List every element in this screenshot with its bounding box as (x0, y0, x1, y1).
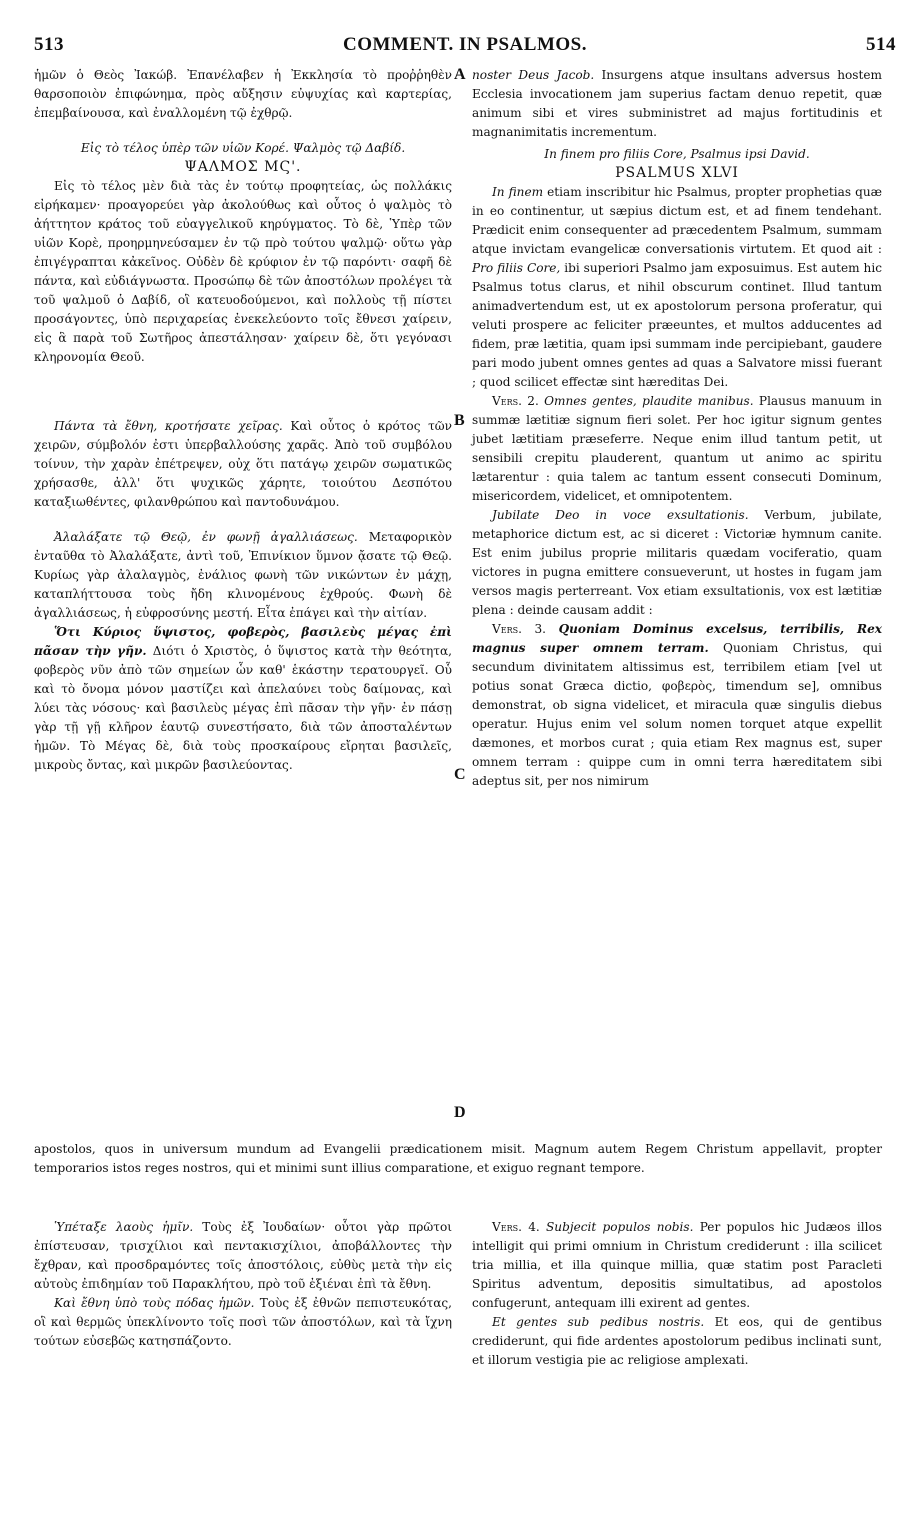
greek-paragraph: Πάντα τὰ ἔθνη, κροτήσατε χεῖρας. Καὶ οὗτος ὁ κρότος τῶν χειρῶν, σύμβολόν ἐστι ὑπερβαλλούσης χαρᾶς. Ἀπὸ τοῦ συμβόλου τοίνυν, τὴν χαρὰν ἐπέτρεψεν, οὐχ ὅτι πατάγῳ χειρῶν σωματικῶς χρήσασθε, ἀλλ' ὅτι ψυχικῶς χάρητε, τοιούτου Δεσπότου καταξιωθέντες, φιλανθρώπου καὶ παντοδυνάμου. (34, 419, 452, 509)
greek-psalm-inscription: Εἰς τὸ τέλος ὑπὲρ τῶν υἱῶν Κορέ. Ψαλμὸς τῷ Δαβίδ. (80, 141, 406, 155)
greek-paragraph: Εἰς τὸ τέλος μὲν διὰ τὰς ἐν τούτῳ προφητείας, ὡς πολλάκις εἰρήκαμεν· προαγορεύει γὰρ ἀκολούθως καὶ οὗτος ὁ ψαλμὸς τὸ ἀήττητον κράτος τοῦ εὐαγγελικοῦ κηρύγματος. Τὸ δὲ, Ὑπὲρ τῶν υἱῶν Κορὲ, προηρμηνεύσαμεν ἐν τῷ πρὸ τούτου ψαλμῷ· οὕτω γὰρ ἐπιγέγραπται κἀκεῖνος. Οὐδὲν δὲ κρύφιον ἐν τῷ παρόντι· σαφῆ δὲ πάντα, καὶ εὐδιάγνωστα. Προσώπῳ δὲ τῶν ἀποστόλων προλέγει τὰ τοῦ ψαλμοῦ ὁ Δαβίδ, οἳ κατευοδούμενοι, καὶ πολλοὺς τῇ πίστει προσάγοντες, ὑπὸ περιχαρείας ἐνεκελεύοντο τοῖς ἔθνεσι χαίρειν, εἰς ἃ παρὰ τοῦ Σωτῆρος ἀπεστάλησαν· χαίρειν δὲ, ὅτι γεγόνασι κληρονομία Θεοῦ. (34, 179, 452, 364)
latin-paragraph: Vers. 3. Quoniam Dominus excelsus, terribilis, Rex magnus super omnem terram. Quoniam Christus, qui secundum divinitatem altissimus est, terribilem etiam [vel ut potius sonat Græca dictio, φοβερὸς, timendum se], omnibus demonstrat, ob signa videlicet, et miracula quæ singulis diebus operatur. Hujus enim vel solum nomen torquet atque expellit dæmones, et morbos curat ; quia etiam Rex magnus est, super omnem terram : quippe cum in omni terra hæreditatem sibi adeptus sit, per nos nimirum (472, 622, 882, 788)
section-marker-b: B (454, 412, 465, 429)
greek-column-lower (34, 1218, 452, 1351)
page-header (34, 34, 896, 64)
section-marker-c: C (454, 766, 466, 783)
latin-paragraph: Vers. 4. Subjecit populos nobis. Per populos hic Judæos illos intelligit qui primi omnium in Christum crediderunt : illa scilicet tria millia, et illa quinque millia, quæ statim post Paracleti Spiritus adventum, depositis simultatibus, ad apostolos confugerunt, antequam illi exirent ad gentes. (472, 1220, 882, 1310)
latin-paragraph: In finem etiam inscribitur hic Psalmus, propter prophetias quæ in eo continentur, ut sæpius dictum est, et ad finem tendehant. Prædicit enim consequenter ad præcedentem Psalmum, summam atque invictam evangelicæ conversationis virtutem. Et quod ait : Pro filiis Core, ibi superiori Psalmo jam exposuimus. Est autem hic Psalmus totus clarus, et nihil obscurum continet. Illud tantum animadvertendum est, ut ex apostolorum persona proferatur, qui veluti prospere ac feliciter præeuntes, et multos adducentes ad fidem, præ lætitia, quam ipsi summam inde percipiebant, gaudere pari modo jubent omnes gentes ad quas a Salvatore missi fuerant ; quod scilicet effectæ sint hæreditas Dei. (472, 185, 882, 389)
latin-psalm-heading: PSALMUS XLVI (615, 165, 739, 181)
running-title: COMMENT. IN PSALMOS. (343, 34, 587, 55)
greek-column (34, 66, 452, 775)
section-marker-a: A (454, 66, 466, 83)
latin-psalm-inscription: In finem pro filiis Core, Psalmus ipsi David. (544, 147, 810, 161)
section-marker-d: D (454, 1104, 466, 1121)
page-number-left: 513 (34, 34, 64, 55)
latin-paragraph: Et gentes sub pedibus nostris. Et eos, qui de gentibus crediderunt, qui fide ardentes apostolorum pedibus inclinati sunt, et illorum vestigia pie ac religiose amplexati. (472, 1315, 882, 1367)
greek-paragraph: Ἀλαλάξατε τῷ Θεῷ, ἐν φωνῇ ἀγαλλιάσεως. Μεταφορικὸν ἐνταῦθα τὸ Ἀλαλάξατε, ἀντὶ τοῦ, Ἐπινίκιον ὕμνον ᾄσατε τῷ Θεῷ. Κυρίως γὰρ ἀλαλαγμὸς, ἐνάλιος φωνὴ τῶν νικώντων ἐν μάχῃ, καταπλήττουσα τοὺς ἤδη κλινομένους ἐχθρούς. Φωνὴ δὲ ἀγαλλιάσεως, ἡ εὐφροσύνης μεστή. Εἶτα ἐπάγει καὶ τὴν αἰτίαν. (34, 530, 452, 620)
latin-paragraph: noster Deus Jacob. Insurgens atque insultans adversus hostem Ecclesia invocationem jam superius factam denuo repetit, quæ animum sibi et vires subministret ad majus fortitudinis et magnanimitatis incrementum. (472, 68, 882, 139)
page-number-right: 514 (866, 34, 896, 55)
latin-paragraph: Vers. 2. Omnes gentes, plaudite manibus. Plausus manuum in summæ lætitiæ signum fieri solet. Per hoc igitur signum gentes jubet lætitiam præseferre. Neque enim illud tantum petit, ut sensibili crepitu plauderent, quantum ut animo ac spiritu lætarentur : quia talem ac tantum essent consecuti Dominum, misericordem, videlicet, et omnipotentem. (472, 394, 882, 503)
greek-paragraph: Ὅτι Κύριος ὕψιστος, φοβερὸς, βασιλεὺς μέγας ἐπὶ πᾶσαν τὴν γῆν. Διότι ὁ Χριστὸς, ὁ ὕψιστος κατὰ τὴν θεότητα, φοβερὸς νῦν ἀπὸ τῶν σημείων ὧν καθ' ἑκάστην τερατουργεῖ. Οὗ καὶ τὸ ὄνομα μόνον μαστίζει καὶ ἀπελαύνει τοὺς δαίμονας, καὶ λύει τὰς νόσους· καὶ βασιλεὺς μέγας ἐπὶ πᾶσαν τὴν γῆν· ἐν πάσῃ γὰρ τῇ γῇ κλῆρον ἑαυτῷ συνεστήσατο, διὰ τῶν ἀποσταλέντων ἡμῶν. Τὸ Μέγας δὲ, διὰ τοὺς προσκαίρους εἴρηται βασιλεῖς, μικροὺς ὄντας, καὶ μικρῶν βασιλεύοντας. (34, 625, 452, 772)
latin-paragraph: Jubilate Deo in voce exsultationis. Verbum, jubilate, metaphorice dictum est, ac si diceret : Victoriæ hymnum canite. Est enim jubilus proprie militaris quædam vociferatio, quam victores in pugna emittere consueverunt, ut hostes in fugam jam versos magis perterreant. Vox etiam exsultationis, vox est lætitiæ plena : deinde causam addit : (472, 508, 882, 617)
greek-paragraph: Ὑπέταξε λαοὺς ἡμῖν. Τοὺς ἐξ Ἰουδαίων· οὗτοι γὰρ πρῶτοι ἐπίστευσαν, τρισχίλιοι καὶ πεντακισχίλιοι, ἀποβάλλοντες τὴν ἔχθραν, καὶ προσδραμόντες τοῖς ἀποστόλοις, εὐθὺς μετὰ τὴν εἰς αὐτοὺς ἐπιδημίαν τοῦ Παρακλήτου, πρὸ τοῦ ἐξιέναι ἐπὶ τὰ ἔθνη. (34, 1220, 452, 1291)
latin-column-lower (472, 1218, 882, 1370)
latin-column (472, 66, 882, 791)
greek-psalm-heading: ΨΑΛΜΟΣ ΜϚ'. (184, 159, 302, 175)
greek-paragraph: Καὶ ἔθνη ὑπὸ τοὺς πόδας ἡμῶν. Τοὺς ἐξ ἐθνῶν πεπιστευκότας, οἳ καὶ θερμῶς ὑπεκλίνοντο τοῖς ποσὶ τῶν ἀποστόλων, καὶ τὰ ἴχνη τούτων εὐσεβῶς κατησπάζοντο. (34, 1296, 453, 1348)
greek-paragraph: ἡμῶν ὁ Θεὸς Ἰακώβ. Ἐπανέλαβεν ἡ Ἐκκλησία τὸ προῤῥηθὲν θαρσοποιὸν ἐπιφώνημα, πρὸς αὔξησιν εὐψυχίας καὶ καρτερίας, ἐπεμβαίνουσα, καὶ ἐναλλομένη τῷ ἐχθρῷ. (34, 68, 452, 120)
fullwidth-paragraph: apostolos, quos in universum mundum ad Evangelii prædicationem misit. Magnum autem Regem Christum appellavit, propter temporarios istos reges nostros, qui et minimi sunt illius comparatione, et exiguo regnant tempore. (34, 1142, 882, 1175)
